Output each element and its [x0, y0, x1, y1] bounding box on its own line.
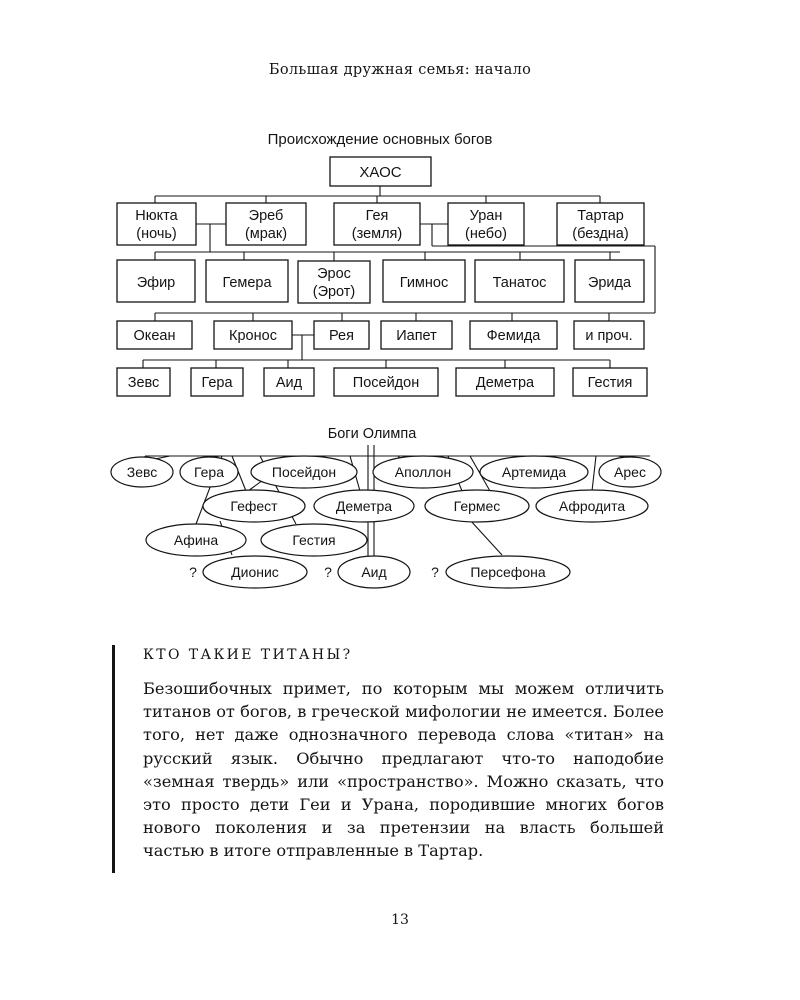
node-thanatos: [475, 260, 564, 302]
svg-text:Аид: Аид: [275, 375, 303, 391]
node-kronos: [214, 321, 292, 349]
node-eris: [575, 260, 644, 302]
node-hera: [191, 368, 243, 396]
svg-text:(бездна): (бездна): [572, 226, 629, 242]
olympian-hestia: [261, 524, 367, 556]
node-iapetus: [381, 321, 452, 349]
svg-text:Деметра: Деметра: [335, 498, 393, 514]
svg-text:Гестия: Гестия: [292, 532, 336, 548]
node-hymnos: [383, 260, 465, 302]
node-erebus: [226, 203, 306, 245]
olympus-title: Боги Олимпа: [327, 426, 417, 442]
svg-text:Артемида: Артемида: [501, 464, 567, 480]
svg-text:Иапет: Иапет: [396, 328, 437, 344]
svg-text:Гемера: Гемера: [222, 275, 272, 291]
olympian-hermes: [425, 490, 529, 522]
svg-text:Гестия: Гестия: [587, 375, 633, 391]
svg-text:Фемида: Фемида: [486, 328, 541, 344]
svg-text:(Эрот): (Эрот): [312, 284, 356, 300]
svg-text:Деметра: Деметра: [475, 375, 535, 391]
svg-text:(ночь): (ночь): [136, 226, 177, 242]
node-hestia: [573, 368, 647, 396]
olympian-aphrodite: [536, 490, 648, 522]
svg-text:Аполлон: Аполлон: [394, 464, 452, 480]
svg-text:Арес: Арес: [614, 464, 646, 480]
svg-text:(земля): (земля): [351, 226, 403, 242]
diagram-title: Происхождение основных богов: [267, 131, 493, 148]
svg-text:и проч.: и проч.: [585, 328, 633, 344]
svg-text:Зевс: Зевс: [127, 375, 160, 391]
svg-text:Посейдон: Посейдон: [271, 464, 337, 480]
olympian-hera: [180, 457, 238, 487]
svg-text:(мрак): (мрак): [244, 226, 288, 242]
running-head: Большая дружная семья: начало: [268, 62, 532, 78]
svg-text:Океан: Океан: [133, 328, 176, 344]
svg-text:Эрида: Эрида: [587, 275, 632, 291]
svg-text:Зевс: Зевс: [126, 464, 158, 480]
olympian-dionysus: [203, 556, 307, 588]
question-mark: ?: [431, 564, 439, 580]
olympian-zeus: [111, 457, 173, 487]
svg-text:Уран: Уран: [469, 208, 503, 224]
svg-text:Посейдон: Посейдон: [352, 375, 420, 391]
svg-text:Тартар: Тартар: [577, 208, 624, 224]
node-themis: [470, 321, 557, 349]
svg-text:Эрос: Эрос: [317, 266, 351, 282]
svg-text:Гимнос: Гимнос: [399, 275, 449, 291]
node-tartarus: [557, 203, 644, 245]
olympian-persephone: [446, 556, 570, 588]
node-zeus: [117, 368, 170, 396]
svg-text:Аид: Аид: [361, 564, 387, 580]
node-others: [574, 321, 644, 349]
node-nyx: [117, 203, 196, 245]
node-demeter: [456, 368, 554, 396]
page-number: 13: [391, 912, 409, 928]
node-label: ХАОС: [359, 164, 402, 181]
svg-text:Гермес: Гермес: [453, 498, 501, 514]
svg-text:Нюкта: Нюкта: [135, 208, 178, 224]
svg-text:Гефест: Гефест: [230, 498, 278, 514]
sidebar-paragraph: Безошибочных примет, по которым мы можем отличить титанов от богов, в греческой мифологии не имеется. Более того, нет даже однозначного перевода слова «титан» на русский язык. Обычно предлагают что-то наподобие «земная твердь» или «пространство». Можно сказать, что это просто дети Геи и Урана, породившие многих богов нового поколения и за претензии на власть большей частью в итоге отправленные в Тартар.: [143, 679, 664, 861]
question-mark: ?: [189, 564, 197, 580]
svg-text:Танатос: Танатос: [492, 275, 547, 291]
olympian-artemis: [480, 456, 588, 488]
olympian-poseidon: [251, 456, 357, 488]
svg-text:Афродита: Афродита: [558, 498, 626, 514]
node-chaos: [330, 157, 431, 186]
svg-text:Дионис: Дионис: [231, 564, 279, 580]
olympian-hades: [338, 556, 410, 588]
titans-sidebar: [112, 645, 670, 873]
node-gaia: [334, 203, 420, 245]
question-mark: ?: [324, 564, 332, 580]
olympian-hephaestus: [203, 490, 305, 522]
svg-text:Рея: Рея: [329, 328, 354, 344]
node-uranus: [448, 203, 524, 245]
olympian-apollo: [373, 456, 473, 488]
node-hades: [264, 368, 314, 396]
svg-text:Гера: Гера: [201, 375, 233, 391]
node-poseidon: [334, 368, 438, 396]
node-eros: [298, 261, 370, 303]
svg-text:Эреб: Эреб: [248, 208, 284, 224]
svg-text:Афина: Афина: [173, 532, 219, 548]
node-hemera: [206, 260, 288, 302]
svg-text:Персефона: Персефона: [470, 564, 546, 580]
svg-text:Кронос: Кронос: [229, 328, 277, 344]
olympian-ares: [599, 457, 661, 487]
svg-text:Гера: Гера: [193, 464, 225, 480]
node-oceanus: [117, 321, 192, 349]
svg-text:Гея: Гея: [365, 208, 389, 224]
olympian-demeter: [314, 490, 414, 522]
sidebar-heading: КТО ТАКИЕ ТИТАНЫ?: [143, 647, 353, 663]
node-aether: [117, 260, 195, 302]
svg-text:(небо): (небо): [465, 226, 507, 242]
svg-text:Эфир: Эфир: [136, 275, 176, 291]
node-rhea: [314, 321, 369, 349]
olympian-athena: [146, 524, 246, 556]
